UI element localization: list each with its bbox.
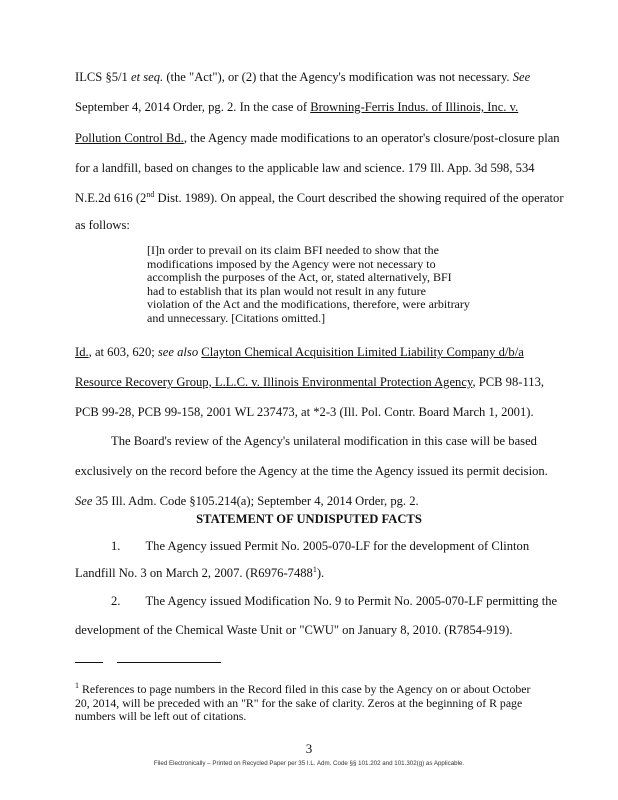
footnote-line-1 <box>75 683 555 697</box>
quote-line: and unnecessary. [Citations omitted.] <box>147 310 326 325</box>
text: The Board's review of the Agency's unilateral modification in this case will be based <box>111 434 537 448</box>
text: The Agency issued Modification No. 9 to Permit No. 2005-070-LF permitting the <box>145 594 558 608</box>
text: as follows: <box>75 218 130 232</box>
text: September 4, 2014 Order, pg. 2. In the case of <box>75 100 311 114</box>
text: References to page numbers in the Record filed in this case by the Agency on or about October <box>79 682 531 696</box>
footnote <box>75 683 555 724</box>
text: (the "Act"), or (2) that the Agency's modification was not necessary. <box>163 70 513 84</box>
filing-footer: Filed Electronically – Printed on Recycled Paper per 35 I.L. Adm. Code §§ 101.202 and 101.302(g) as Applicable. <box>153 760 465 767</box>
text-italic: see also <box>157 345 199 359</box>
text: for a landfill, based on changes to the applicable law and science. 179 Ill. App. 3d 598, 534 <box>75 161 535 175</box>
quote-line: accomplish the purposes of the Act, or, stated alternatively, BFI <box>147 270 452 285</box>
quote-line: modifications imposed by the Agency were not necessary to <box>147 256 436 271</box>
text: Dist. 1989). On appeal, the Court described the showing required of the operator <box>154 191 564 205</box>
text: , the Agency made modifications to an operator's closure/post-closure plan <box>183 131 560 145</box>
body-line-2 <box>75 100 518 114</box>
text-italic: See <box>75 494 93 508</box>
footnote-ref: 1 <box>312 564 317 574</box>
text-italic: See <box>512 70 531 84</box>
footnote-line-2: 20, 2014, will be preceded with an "R" for the sake of clarity. Zeros at the beginning of R page <box>75 695 523 710</box>
fact-1-line-1 <box>111 539 529 553</box>
footnote-line-3: numbers will be left out of citations. <box>75 709 247 723</box>
fact-2-line-1 <box>111 594 557 608</box>
page-number: 3 <box>305 741 313 756</box>
para2-line-1 <box>111 434 537 448</box>
text: N.E.2d 616 (2 <box>75 191 147 205</box>
block-quote <box>147 244 476 326</box>
text: Landfill No. 3 on March 2, 2007. (R6976-7488 <box>75 566 313 580</box>
citation-line-1 <box>75 345 524 359</box>
body-line-1 <box>75 70 530 84</box>
case-citation: Clayton Chemical Acquisition Limited Liability Company d/b/a <box>201 345 524 359</box>
text: The Agency issued Permit No. 2005-070-LF for the development of Clinton <box>145 539 530 553</box>
text: development of the Chemical Waste Unit or "CWU" on January 8, 2010. (R7854-919). <box>75 623 513 637</box>
text: ILCS §5/1 <box>75 70 131 84</box>
footnote-mark: 1 <box>75 681 79 691</box>
quote-line: had to establish that its plan would not result in any future <box>147 283 426 298</box>
body-line-4 <box>75 161 535 175</box>
text: 35 Ill. Adm. Code §105.214(a); September 4, 2014 Order, pg. 2. <box>92 494 419 508</box>
footnote-separator <box>117 662 221 663</box>
text: exclusively on the record before the Agency at the time the Agency issued its permit decision. <box>75 464 548 478</box>
text: PCB 99-28, PCB 99-158, 2001 WL 237473, at *2-3 (Ill. Pol. Contr. Board March 1, 2001). <box>75 405 534 419</box>
para2-line-3 <box>75 494 419 508</box>
section-heading: STATEMENT OF UNDISPUTED FACTS <box>196 512 422 526</box>
quote-line: violation of the Act and the modifications, therefore, were arbitrary <box>147 297 470 312</box>
fact-1-line-2 <box>75 566 324 580</box>
text: ). <box>316 566 325 580</box>
case-citation: Pollution Control Bd. <box>75 131 184 145</box>
text-italic: et seq. <box>130 70 164 84</box>
quote-line: [I]n order to prevail on its claim BFI needed to show that the <box>147 243 439 257</box>
citation-line-2 <box>75 375 544 389</box>
body-line-3 <box>75 131 560 145</box>
superscript: nd <box>146 189 155 199</box>
citation-line-3 <box>75 405 534 419</box>
fact-2-line-2 <box>75 623 513 637</box>
case-citation: Resource Recovery Group, L.L.C. v. Illinois Environmental Protection Agency <box>75 375 473 389</box>
footnote-separator <box>75 662 103 663</box>
text: , at 603, 620; <box>88 345 158 359</box>
fact-number: 2. <box>111 594 121 608</box>
body-line-6 <box>75 218 130 232</box>
body-line-5 <box>75 191 564 205</box>
para2-line-2 <box>75 464 548 478</box>
text: , PCB 98-113, <box>472 375 545 389</box>
case-citation: Browning-Ferris Indus. of Illinois, Inc. v. <box>310 100 519 114</box>
case-citation: Id. <box>75 345 89 359</box>
fact-number: 1. <box>111 539 121 553</box>
